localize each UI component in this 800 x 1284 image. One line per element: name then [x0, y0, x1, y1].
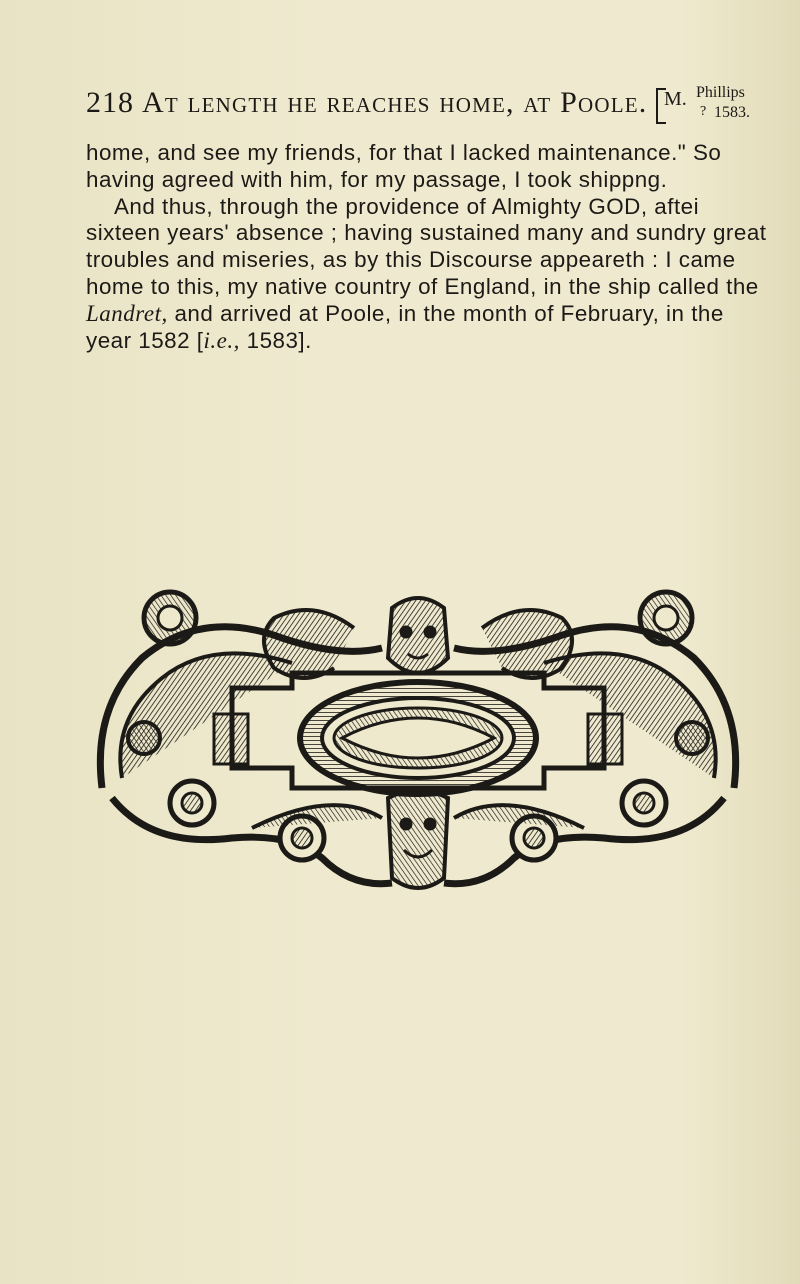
side-note [656, 82, 776, 128]
decorative-tailpiece-ornament-icon [92, 588, 744, 904]
ie-abbreviation: i.e., [203, 327, 240, 353]
side-note-author: M. [664, 88, 687, 110]
side-note-year: 1583. [714, 104, 750, 121]
body-text [86, 140, 776, 354]
paragraph: home, and see my friends, for that I lacked maintenance." So having agreed with him, for my passage, I took shippng. [86, 140, 722, 192]
side-note-author-name: Phillips [696, 84, 745, 101]
side-note-query: ? [700, 104, 707, 119]
paragraph-text: 1583]. [246, 327, 312, 353]
paragraph-text: and arrived at Poole, in the month of February, in the year 1582 [ [86, 300, 724, 353]
page-header [86, 82, 776, 132]
page-number: 218 [86, 86, 134, 119]
running-head: At length he reaches home, at Poole. [142, 86, 648, 119]
bracket-mark [656, 88, 658, 124]
bracket-mark-bottom [656, 122, 666, 124]
ship-name: Landret, [86, 300, 168, 326]
paragraph [86, 194, 776, 355]
paragraph-text: And thus, through the providence of Almighty GOD, aftei sixteen years' absence ; having sustained many and sundry great troubles and miseries, as by this Discourse appeareth : I came home to this, my native country of England, in the ship called the [86, 193, 767, 299]
